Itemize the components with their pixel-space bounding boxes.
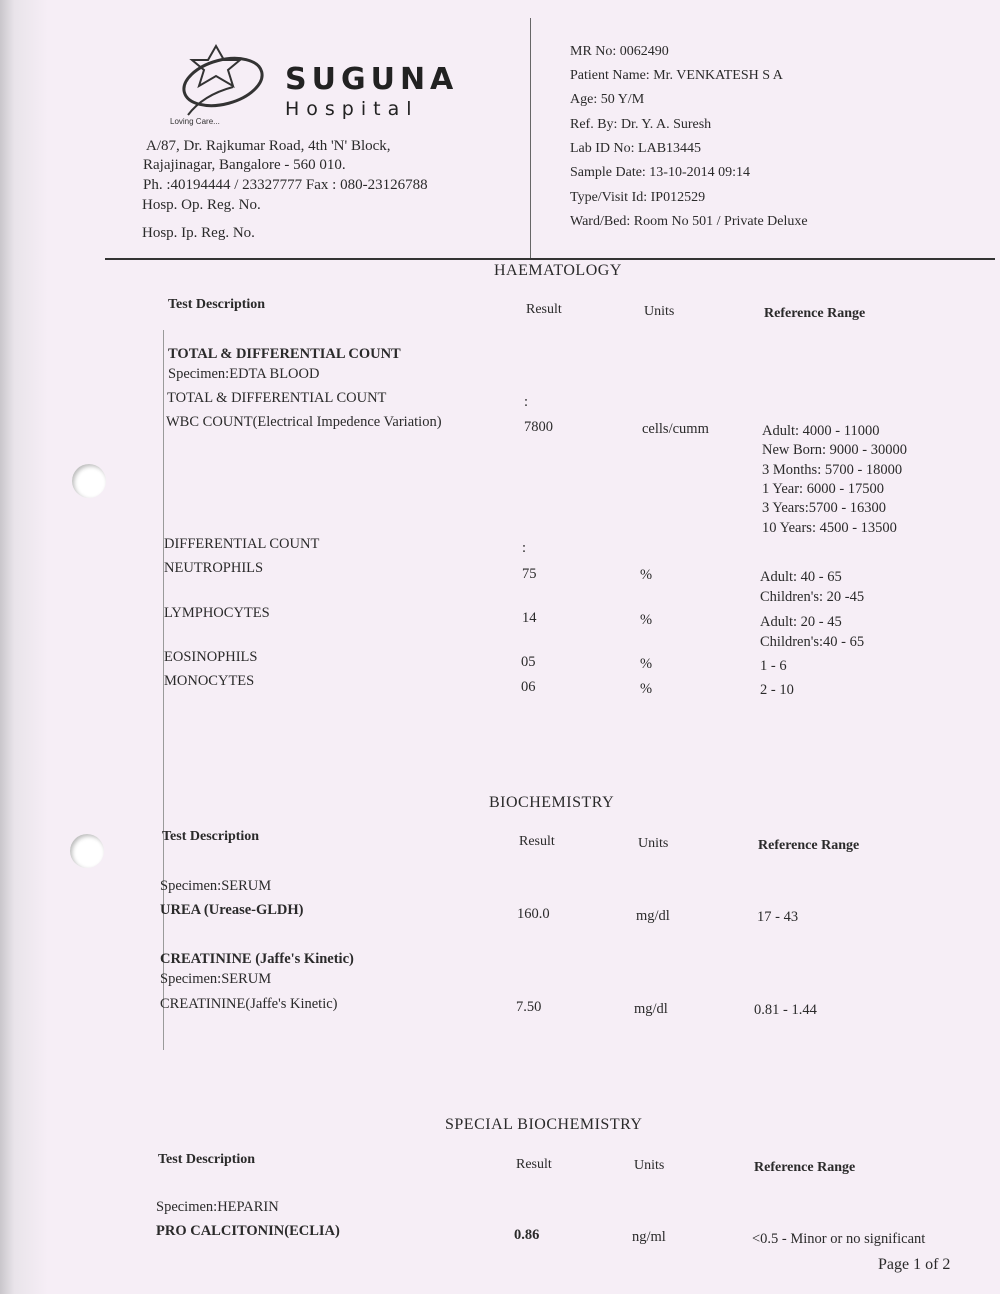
reference-range: 3 Years:5700 - 16300: [762, 500, 887, 516]
test-result: 0.86: [514, 1227, 540, 1243]
test-name: CREATININE(Jaffe's Kinetic): [160, 996, 338, 1012]
test-name: WBC COUNT(Electrical Impedence Variation): [166, 414, 442, 430]
test-units: %: [640, 612, 653, 628]
reference-range: 10 Years: 4500 - 13500: [762, 520, 897, 536]
test-units: mg/dl: [634, 1001, 668, 1017]
op-reg-no: Hosp. Op. Reg. No.: [142, 197, 261, 213]
test-units: mg/dl: [636, 908, 670, 924]
visit-id: Type/Visit Id: IP012529: [570, 190, 706, 205]
test-result: 7800: [524, 419, 553, 435]
group-title: TOTAL & DIFFERENTIAL COUNT: [168, 346, 401, 362]
specimen: Specimen:EDTA BLOOD: [168, 366, 320, 382]
address-line-2: Rajajinagar, Bangalore - 560 010.: [143, 157, 346, 173]
reference-range: Adult: 20 - 45: [760, 614, 842, 630]
ip-reg-no: Hosp. Ip. Reg. No.: [142, 225, 255, 241]
lab-id: Lab ID No: LAB13445: [570, 141, 702, 156]
hospital-tagline: Loving Care...: [170, 117, 220, 126]
reference-range: 0.81 - 1.44: [754, 1002, 817, 1018]
punch-hole-bottom: [70, 834, 104, 868]
address-line-1: A/87, Dr. Rajkumar Road, 4th 'N' Block,: [146, 138, 391, 154]
reference-range: 1 - 6: [760, 658, 787, 674]
patient-name: Patient Name: Mr. VENKATESH S A: [570, 68, 783, 83]
reference-range: <0.5 - Minor or no significant: [752, 1231, 926, 1247]
colon: :: [524, 394, 529, 410]
test-result: 14: [522, 610, 537, 626]
mr-no: MR No: 0062490: [570, 44, 669, 59]
hospital-name: SUGUNA: [285, 62, 459, 97]
biochemistry-title: BIOCHEMISTRY: [489, 794, 615, 811]
reference-range: Adult: 40 - 65: [760, 569, 842, 585]
test-name: NEUTROPHILS: [164, 560, 264, 576]
reference-range: Children's: 20 -45: [760, 589, 865, 605]
test-units: cells/cumm: [642, 421, 709, 437]
specimen: Specimen:SERUM: [160, 878, 272, 894]
punch-hole-top: [72, 464, 106, 498]
special-biochemistry-title: SPECIAL BIOCHEMISTRY: [445, 1116, 643, 1133]
reference-range: 1 Year: 6000 - 17500: [762, 481, 885, 497]
reference-range: 2 - 10: [760, 682, 794, 698]
test-name: UREA (Urease-GLDH): [160, 902, 304, 918]
test-units: %: [640, 681, 653, 697]
hospital-subtitle: Hospital: [285, 98, 419, 120]
col-result: Result: [526, 302, 562, 317]
reference-range: 17 - 43: [757, 909, 799, 925]
specimen: Specimen:SERUM: [160, 971, 272, 987]
test-result: 7.50: [516, 999, 542, 1015]
col-units: Units: [638, 836, 669, 851]
test-name: MONOCYTES: [164, 673, 255, 689]
phone-line: Ph. :40194444 / 23327777 Fax : 080-23126788: [143, 177, 428, 193]
ward-bed: Ward/Bed: Room No 501 / Private Deluxe: [570, 214, 808, 229]
col-test-description: Test Description: [158, 1152, 256, 1167]
col-reference-range: Reference Range: [764, 306, 866, 321]
test-name: LYMPHOCYTES: [164, 605, 270, 621]
test-result: 06: [521, 679, 536, 695]
margin-line: [163, 330, 164, 1050]
col-units: Units: [644, 304, 675, 319]
test-units: %: [640, 656, 653, 672]
test-name: EOSINOPHILS: [164, 649, 258, 665]
col-test-description: Test Description: [168, 297, 266, 312]
patient-age: Age: 50 Y/M: [570, 92, 645, 107]
referred-by: Ref. By: Dr. Y. A. Suresh: [570, 117, 712, 132]
test-name: PRO CALCITONIN(ECLIA): [156, 1223, 340, 1239]
reference-range: New Born: 9000 - 30000: [762, 442, 907, 458]
sample-date: Sample Date: 13-10-2014 09:14: [570, 165, 751, 180]
col-reference-range: Reference Range: [754, 1160, 856, 1175]
reference-range: Children's:40 - 65: [760, 634, 865, 650]
col-units: Units: [634, 1158, 665, 1173]
col-result: Result: [519, 834, 555, 849]
haematology-title: HAEMATOLOGY: [494, 262, 622, 279]
reference-range: Adult: 4000 - 11000: [762, 423, 880, 439]
col-test-description: Test Description: [162, 829, 260, 844]
header-rule: [105, 258, 995, 260]
page-number: Page 1 of 2: [878, 1256, 951, 1273]
specimen: Specimen:HEPARIN: [156, 1199, 279, 1215]
test-result: 160.0: [517, 906, 550, 922]
col-result: Result: [516, 1157, 552, 1172]
colon: :: [522, 540, 527, 556]
group-title: CREATININE (Jaffe's Kinetic): [160, 951, 354, 967]
test-result: 05: [521, 654, 536, 670]
subgroup-title: TOTAL & DIFFERENTIAL COUNT: [167, 390, 387, 406]
col-reference-range: Reference Range: [758, 838, 860, 853]
reference-range: 3 Months: 5700 - 18000: [762, 462, 903, 478]
scan-left-edge: [0, 0, 48, 1294]
header-divider: [530, 18, 531, 258]
test-result: 75: [522, 566, 537, 582]
test-units: %: [640, 567, 653, 583]
test-units: ng/ml: [632, 1229, 666, 1245]
differential-count-title: DIFFERENTIAL COUNT: [164, 536, 320, 552]
